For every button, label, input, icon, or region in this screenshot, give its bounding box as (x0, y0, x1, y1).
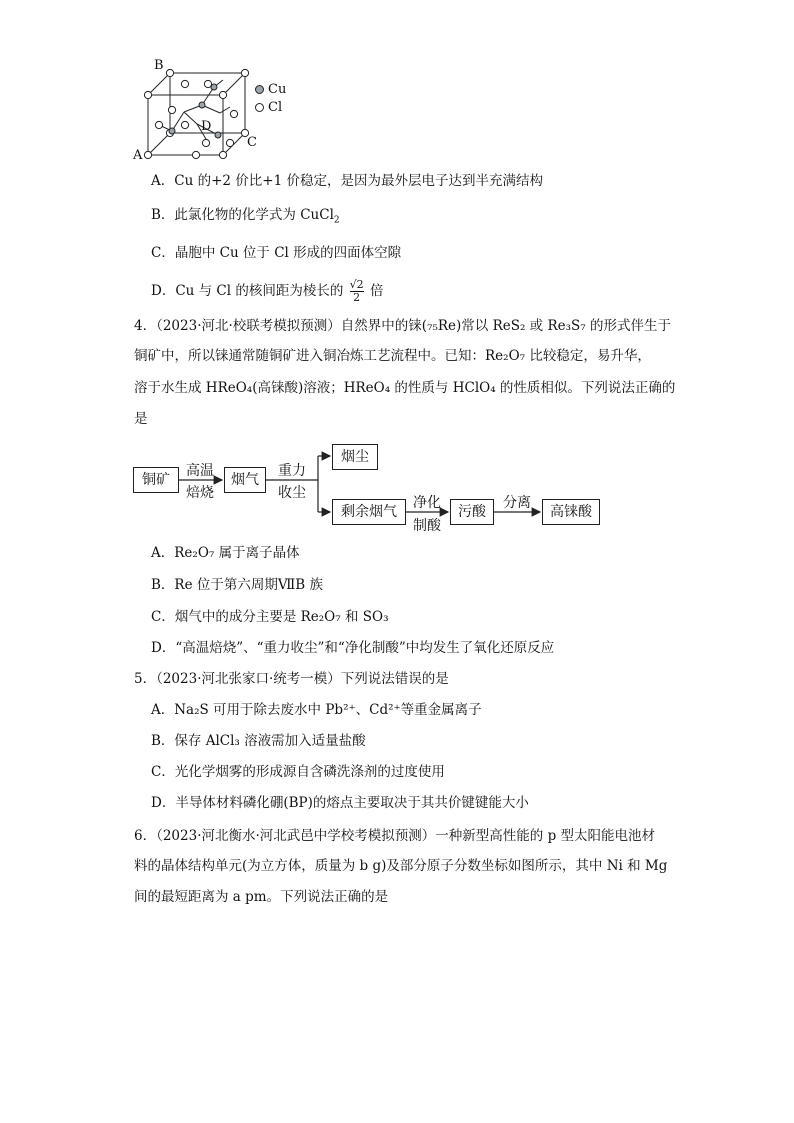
q3-option-c: C．晶胞中 Cu 位于 Cl 形成的四面体空隙 (151, 245, 402, 261)
q6-stem-line2: 料的晶体结构单元(为立方体，质量为 b g)及部分原子分数坐标如图所示，其中 Ni 和 Mg (134, 858, 668, 874)
q3-option-d (151, 279, 383, 304)
label-purify: 净化 (413, 495, 441, 511)
q6-stem-line3: 间的最短距离为 a pm。下列说法正确的是 (134, 889, 389, 905)
q4-option-b: B．Re 位于第六周期ⅦB 族 (151, 577, 323, 593)
q3-option-b (151, 205, 340, 231)
process-flow-diagram (130, 438, 610, 538)
label-separate: 分离 (503, 495, 531, 511)
vertex-label-a: A (133, 148, 143, 163)
q6-stem-line1: 6．（2023·河北衡水·河北武邑中学校考模拟预测）一种新型高性能的 p 型太阳能电池材 (134, 828, 656, 844)
legend-cl-label: Cl (268, 100, 283, 115)
box-residual-gas: 剩余烟气 (332, 499, 406, 525)
q5-option-a: A．Na₂S 可用于除去废水中 Pb²⁺、Cd²⁺等重金属离子 (151, 702, 482, 718)
q5-option-c: C．光化学烟雾的形成源自含磷洗涤剂的过度使用 (151, 764, 445, 780)
box-dust: 烟尘 (332, 444, 378, 470)
q4-stem-line3: 溶于水生成 HReO₄(高铼酸)溶液；HReO₄ 的性质与 HClO₄ 的性质相似。下列说法正确的 (134, 380, 676, 396)
q5-stem: 5．（2023·河北张家口·统考一模）下列说法错误的是 (134, 671, 449, 687)
q4-stem-line2: 铜矿中，所以铼通常随铜矿进入铜冶炼工艺流程中。已知：Re₂O₇ 比较稳定，易升华， (134, 348, 651, 364)
label-roast: 焙烧 (186, 485, 214, 501)
legend-cl (255, 100, 282, 115)
fraction-denominator: 2 (353, 291, 361, 304)
q3-option-d-suffix: 倍 (369, 283, 384, 299)
q4-stem-line4: 是 (134, 411, 148, 427)
cu-legend-icon (255, 85, 264, 94)
box-perrhenic-acid: 高铼酸 (542, 499, 600, 525)
q3-option-a: A．Cu 的+2 价比+1 价稳定，是因为最外层电子达到半充满结构 (151, 173, 543, 189)
q4-option-d: D．“高温焙烧”、“重力收尘”和“净化制酸”中均发生了氧化还原反应 (151, 640, 555, 656)
legend-cu-label: Cu (268, 82, 287, 97)
box-flue-gas: 烟气 (224, 467, 266, 493)
label-gravity: 重力 (278, 463, 306, 479)
label-collect-dust: 收尘 (278, 485, 306, 501)
box-copper-ore: 铜矿 (133, 467, 179, 493)
cl-legend-icon (255, 103, 264, 112)
vertex-label-c: C (247, 135, 257, 150)
label-high-temp: 高温 (186, 463, 214, 479)
box-dirty-acid: 污酸 (450, 499, 494, 525)
q4-option-a: A．Re₂O₇ 属于离子晶体 (151, 545, 300, 561)
q3-option-b-text: B．此氯化物的化学式为 CuCl (151, 207, 334, 223)
q4-option-c: C．烟气中的成分主要是 Re₂O₇ 和 SO₃ (151, 609, 389, 625)
fraction-root2-over-2 (350, 279, 364, 304)
q5-option-d: D．半导体材料磷化硼(BP)的熔点主要取决于其共价键键能大小 (151, 795, 529, 811)
legend-cu (255, 82, 286, 97)
q3-option-d-text: D．Cu 与 Cl 的核间距为棱长的 (151, 283, 344, 299)
q5-option-b: B．保存 AlCl₃ 溶液需加入适量盐酸 (151, 733, 366, 749)
vertex-label-d: D (201, 119, 212, 134)
fraction-numerator: √2 (349, 278, 364, 291)
q3-option-b-subscript: 2 (333, 215, 340, 226)
q4-stem-line1: 4．（2023·河北·校联考模拟预测）自然界中的铼(₇₅Re)常以 ReS₂ 或 Re₃S₇ 的形式伴生于 (134, 318, 671, 334)
vertex-label-b: B (154, 58, 164, 73)
label-make-acid: 制酸 (413, 518, 441, 534)
